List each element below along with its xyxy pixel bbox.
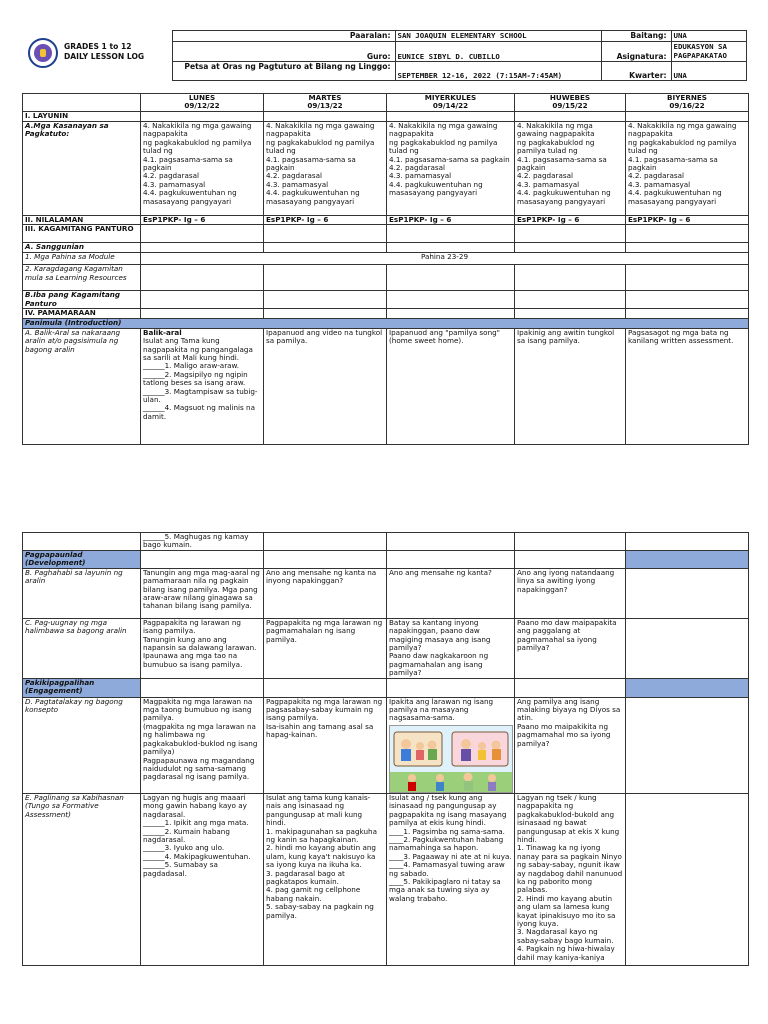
day-header: MARTES 09/13/22 <box>264 94 387 112</box>
day-header: MIYERKULES 09/14/22 <box>387 94 515 112</box>
competency-code: EsP1PKP- Ig – 6 <box>387 216 515 225</box>
kasanayan-cell: 4. Nakakikila ng mga gawaing nagpapakita ng pagkakabuklod ng pamilya tulad ng 4.1. pagsasama-sama sa pagkain 4.2. pagdarasal 4.3. pamamasyal 4.4. pagkukuwentuhan ng masasayang pangyayari <box>264 122 387 216</box>
day-header: BIYERNES 09/16/22 <box>626 94 749 112</box>
lesson-table-page-1 <box>22 93 749 445</box>
asignatura-label: Asignatura: <box>601 42 671 62</box>
balik-aral-continued: ______5. Maghugas ng kamay bago kumain. <box>141 533 264 551</box>
header-table <box>20 30 747 81</box>
pagtatalakay-huwebes: Ang pamilya ang isang malaking biyaya ng Diyos sa atin. Paano mo maipakikita ng pagmamahal mo sa iyong pamilya? <box>515 697 626 793</box>
paaralan-value: SAN JOAQUIN ELEMENTARY SCHOOL <box>395 31 601 42</box>
balik-aral-huwebes: Ipakinig ang awitin tungkol sa isang pamilya. <box>515 328 626 444</box>
sanggunian-heading: A. Sanggunian <box>23 243 141 253</box>
page-2 <box>0 500 768 1024</box>
balik-aral-biyernes: Pagsasagot ng mga bata ng kanilang written assessment. <box>626 328 749 444</box>
kwarter-value: UNA <box>671 62 746 81</box>
pagpapaunlad-section: Pagpapaunlad (Development) <box>23 551 141 569</box>
paguugnay-miyerkules: Batay sa kantang inyong napakinggan, paano daw magiging masaya ang isang pamilya? Paano daw nagkakaroon ng pagmamahalan ang isang pamilya? <box>387 618 515 678</box>
kasanayan-cell: 4. Nakakikila ng mga gawaing nagpapakita ng pagkakabuklod ng pamilya tulad ng 4.1. pagsasama-sama sa pagkain 4.2. pagdarasal 4.3. pamamasyal 4.4. pagkukuwentuhan ng masasayang pangyayari <box>141 122 264 216</box>
module-label: 1. Mga Pahina sa Module <box>23 253 141 265</box>
paglinang-huwebes: Lagyan ng tsek / kung nagpapakita ng pagkakabuklod-bukold ang isinasaad ng bawat pangungusap at ekis X kung hindi. 1. Tinawag ka ng iyong nanay para sa pagkain Ninyo ng sabay-sabay, ngunit ikaw ay nagdabog dahil nanunuod ka ng paborito mong palabas. 2. Hindi mo kayang abutin ang ulam sa lamesa kung kayat ipinakisuyo mo ito sa iyong kuya. 3. Nagdarasal kayo ng sabay-sabay bago kumain. 4. Pagkain ng hiwa-hiwalay dahil may kaniya-kaniya <box>515 793 626 965</box>
competency-code: EsP1PKP- Ig – 6 <box>515 216 626 225</box>
paguugnay-lunes: Pagpapakita ng larawan ng isang pamilya. Tanungin kung ano ang napansin sa dalawang larawan. Ipaunawa ang mga tao na bumubuo sa isang pamilya. <box>141 618 264 678</box>
iba-label: B.Iba pang Kagamitang Panturo <box>23 291 141 309</box>
balik-aral-miyerkules: Ipapanuod ang "pamilya song" (home sweet home). <box>387 328 515 444</box>
kasanayan-cell: 4. Nakakikila ng mga gawaing nagpapakita ng pagkakabuklod ng pamilya tulad ng 4.1. pagsasama-sama sa pagkain 4.2. pagdarasal 4.3. pamamasyal 4.4. pagkukuwentuhan ng masasayang pangyayari <box>387 122 515 216</box>
paguugnay-label: C. Pag-uugnay ng mga halimbawa sa bagong aralin <box>23 618 141 678</box>
paghahabi-miyerkules: Ano ang mensahe ng kanta? <box>387 568 515 618</box>
pamamaraan-heading: IV. PAMAMARAAN <box>23 309 141 318</box>
day-header: HUWEBES 09/15/22 <box>515 94 626 112</box>
paglinang-lunes: Lagyan ng hugis ang maaari mong gawin habang kayo ay nagdarasal. ______1. Ipikit ang mga mata. ______2. Kumain habang nagdarasal. ______3. Iyuko ang ulo. ______4. Makipagkuwentuhan. ______5. Sumabay sa pagdadasal. <box>141 793 264 965</box>
guro-value: EUNICE SIBYL D. CUBILLO <box>395 42 601 62</box>
pagtatalakay-label: D. Pagtatalakay ng bagong konsepto <box>23 697 141 793</box>
pakikipagpalihan-section: Pakikipagpalihan (Engagement) <box>23 678 141 697</box>
guro-label: Guro: <box>172 42 395 62</box>
nilalaman-heading: II. NILALAMAN <box>23 216 141 225</box>
balik-aral-martes: Ipapanuod ang video na tungkol sa pamilya. <box>264 328 387 444</box>
module-pages: Pahina 23-29 <box>141 253 749 265</box>
kasanayan-cell: 4. Nakakikila ng mga gawaing nagpapakita ng pagkakabuklod ng pamilya tulad ng 4.1. pagsasama-sama sa pagkain 4.2. pagdarasal 4.3. pamamasyal 4.4. pagkukuwentuhan ng masasayang pangyayari <box>626 122 749 216</box>
paghahabi-martes: Ano ang mensahe ng kanta na inyong napakinggan? <box>264 568 387 618</box>
baitang-value: UNA <box>671 31 746 42</box>
paguugnay-martes: Pagpapakita ng mga larawan ng pagmamahalan ng isang pamilya. <box>264 618 387 678</box>
baitang-label: Baitang: <box>601 31 671 42</box>
paaralan-label: Paaralan: <box>172 31 395 42</box>
petsa-value: SEPTEMBER 12-16, 2022 (7:15AM-7:45AM) <box>395 62 601 81</box>
asignatura-value: EDUKASYON SA PAGPAPAKATAO <box>671 42 746 62</box>
layunin-heading: I. LAYUNIN <box>23 112 141 122</box>
paguugnay-huwebes: Paano mo daw maipapakita ang paggalang at pagmamahal sa iyong pamilya? <box>515 618 626 678</box>
day-header: LUNES 09/12/22 <box>141 94 264 112</box>
paghahabi-lunes: Tanungin ang mga mag-aaral ng pamamaraan nila ng pagkain bilang isang pamilya. Mga pang araw-araw nilang ginagawa sa tahanan bilang isang pamilya. <box>141 568 264 618</box>
family-illustration <box>389 725 513 793</box>
petsa-label: Petsa at Oras ng Pagtuturo at Bilang ng Linggo: <box>172 62 395 81</box>
kasanayan-label: A.Mga Kasanayan sa Pagkatuto: <box>23 122 141 216</box>
paglinang-miyerkules: Isulat ang / tsek kung ang isinasaad ng pangungusap ay pagpapakita ng isang masayang pamilya at ekis kung hindi. ____1. Pagsimba ng sama-sama. ____2. Pagkukwentuhan habang namamahinga sa hapon. ____3. Pagaaway ni ate at ni kuya. ____4. Pamamasyal tuwing araw ng sabado. ____5. Pakikipaglaro ni tatay sa mga anak sa tuwing siya ay walang trabaho. <box>387 793 515 965</box>
lesson-table-page-2 <box>22 532 749 966</box>
competency-code: EsP1PKP- Ig – 6 <box>264 216 387 225</box>
balik-aral-label: A. Balik-Aral sa nakaraang aralin at/o pagsisimula ng bagong aralin <box>23 328 141 444</box>
pagtatalakay-miyerkules: Ipakita ang larawan ng isang pamilya na masayang nagsasama-sama. <box>387 697 515 793</box>
page-1 <box>0 0 768 500</box>
karagdagang-label: 2. Karagdagang Kagamitan mula sa Learning Resources <box>23 265 141 291</box>
kwarter-label: Kwarter: <box>601 62 671 81</box>
competency-code: EsP1PKP- Ig – 6 <box>141 216 264 225</box>
pagtatalakay-lunes: Magpakita ng mga larawan na mga taong bumubuo ng isang pamilya. (magpakita ng mga larawan na ng halimbawa ng pagkakabuklod-buklod ng isang pamilya) Pagpapaunawa ng magandang naidudulot ng sama-samang pagdarasal ng isang pamilya. <box>141 697 264 793</box>
day-header-row <box>23 94 749 112</box>
paglinang-label: E. Paglinang sa Kabihasnan (Tungo sa Formative Assessment) <box>23 793 141 965</box>
paghahabi-huwebes: Ano ang iyong natandaang linya sa awiting iyong napakinggan? <box>515 568 626 618</box>
panimula-section: Panimula (Introduction) <box>23 318 749 328</box>
kagamitan-heading: III. KAGAMITANG PANTURO <box>23 225 141 243</box>
paglinang-martes: Isulat ang tama kung kanais-nais ang isinasaad ng pangungusap at mali kung hindi. 1. makipagunahan sa pagkuha ng kanin sa hapagkainan. 2. hindi mo kayang abutin ang ulam, kung kaya't nakisuyo ka sa iyong kuya na ikuha ka. 3. pagdarasal bago at pagkatapos kumain. 4. pag gamit ng cellphone habang nakain. 5. sabay-sabay na pagkain ng pamilya. <box>264 793 387 965</box>
document-title: GRADES 1 to 12 DAILY LESSON LOG <box>64 42 145 61</box>
paghahabi-label: B. Paghahabi sa layunin ng aralin <box>23 568 141 618</box>
pagtatalakay-martes: Pagpapakita ng mga larawan ng pagsasabay-sabay kumain ng isang pamilya. Isa-isahin ang tamang asal sa hapag-kainan. <box>264 697 387 793</box>
competency-code: EsP1PKP- Ig – 6 <box>626 216 749 225</box>
balik-aral-lunes: Balik-aral Isulat ang Tama kung nagpapakita ng pangangalaga sa sarili at Mali kung hindi. ______1. Maligo araw-araw. ______2. Magsipilyo ng ngipin tatlong beses sa isang araw. ______3. Magtampisaw sa tubig- ulan. ______4. Magsuot ng malinis na damit. <box>141 328 264 444</box>
kasanayan-cell: 4. Nakakikila ng mga gawaing nagpapakita ng pagkakabuklod ng pamilya tulad ng 4.1. pagsasama-sama sa pagkain 4.2. pagdarasal 4.3. pamamasyal 4.4. pagkukuwentuhan ng masasayang pangyayari <box>515 122 626 216</box>
